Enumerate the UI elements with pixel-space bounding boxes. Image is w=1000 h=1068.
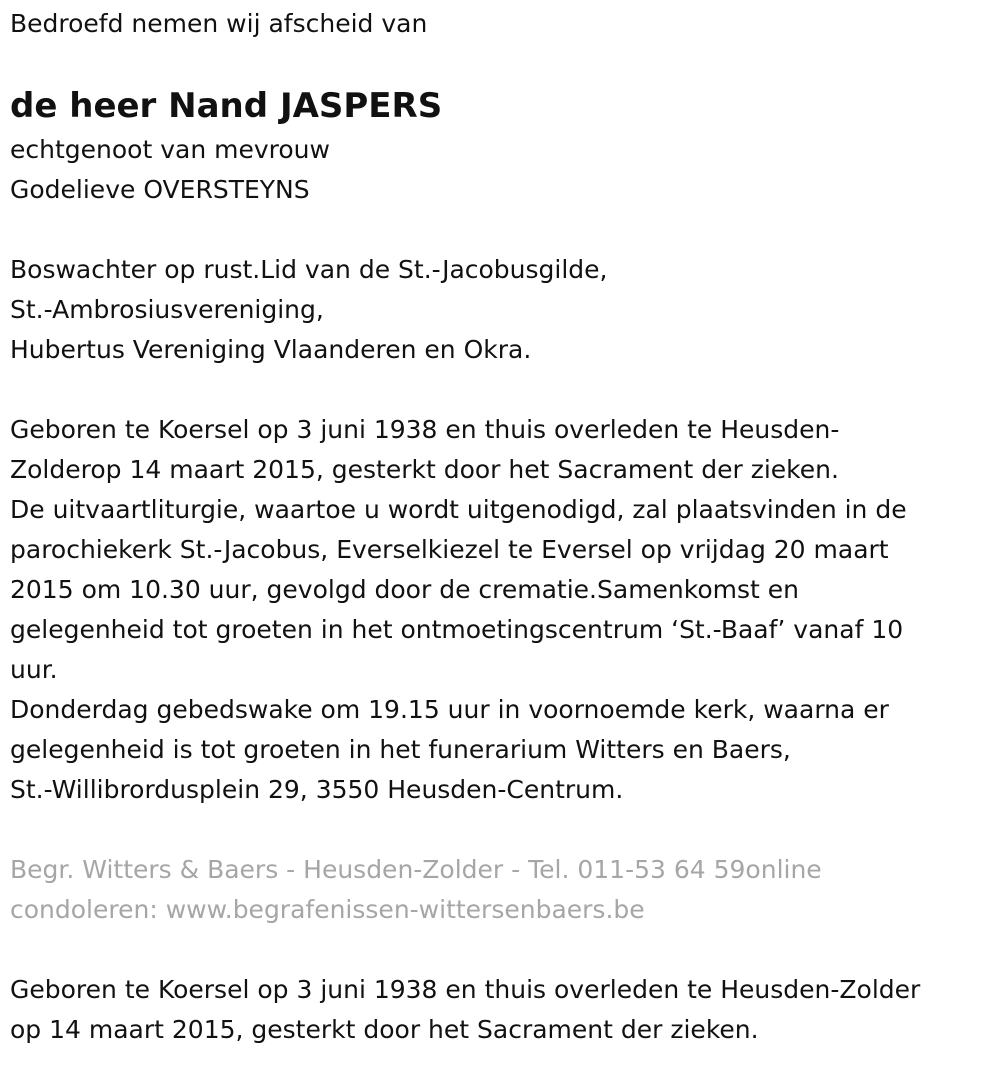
summary-block (10, 970, 985, 1050)
details-line: parochiekerk St.-Jacobus, Everselkiezel te Eversel op vrijdag 20 maart (10, 535, 889, 564)
roles-block (10, 250, 985, 370)
details-block (10, 410, 985, 810)
details-line: 2015 om 10.30 uur, gevolgd door de crematie.Samenkomst en (10, 575, 800, 604)
summary-line: op 14 maart 2015, gesterkt door het Sacrament der zieken. (10, 1015, 759, 1044)
details-line: St.-Willibrordusplein 29, 3550 Heusden-Centrum. (10, 775, 624, 804)
spacer (10, 370, 985, 410)
spouse-line-2: Godelieve OVERSTEYNS (10, 175, 310, 204)
undertaker-line: Begr. Witters & Baers - Heusden-Zolder - Tel. 011-53 64 59online (10, 855, 822, 884)
details-line: uur. (10, 655, 58, 684)
roles-line: Boswachter op rust.Lid van de St.-Jacobusgilde, (10, 255, 608, 284)
deceased-name: de heer Nand JASPERS (10, 86, 443, 126)
spouse-line-1: echtgenoot van mevrouw (10, 135, 330, 164)
undertaker-block (10, 850, 985, 930)
spacer (10, 810, 985, 850)
details-line: Geboren te Koersel op 3 juni 1938 en thuis overleden te Heusden- (10, 415, 840, 444)
details-line: De uitvaartliturgie, waartoe u wordt uitgenodigd, zal plaatsvinden in de (10, 495, 907, 524)
details-line: gelegenheid is tot groeten in het funerarium Witters en Baers, (10, 735, 791, 764)
spacer (10, 930, 985, 970)
obituary-notice (10, 4, 985, 1050)
details-line: Donderdag gebedswake om 19.15 uur in voornoemde kerk, waarna er (10, 695, 889, 724)
roles-line: Hubertus Vereniging Vlaanderen en Okra. (10, 335, 532, 364)
summary-line: Geboren te Koersel op 3 juni 1938 en thuis overleden te Heusden-Zolder (10, 975, 921, 1004)
undertaker-line: condoleren: www.begrafenissen-wittersenbaers.be (10, 895, 645, 924)
details-line: Zolderop 14 maart 2015, gesterkt door het Sacrament der zieken. (10, 455, 839, 484)
roles-line: St.-Ambrosiusvereniging, (10, 295, 324, 324)
intro-text: Bedroefd nemen wij afscheid van (10, 9, 428, 38)
details-line: gelegenheid tot groeten in het ontmoetingscentrum ‘St.-Baaf’ vanaf 10 (10, 615, 904, 644)
spacer (10, 210, 985, 250)
